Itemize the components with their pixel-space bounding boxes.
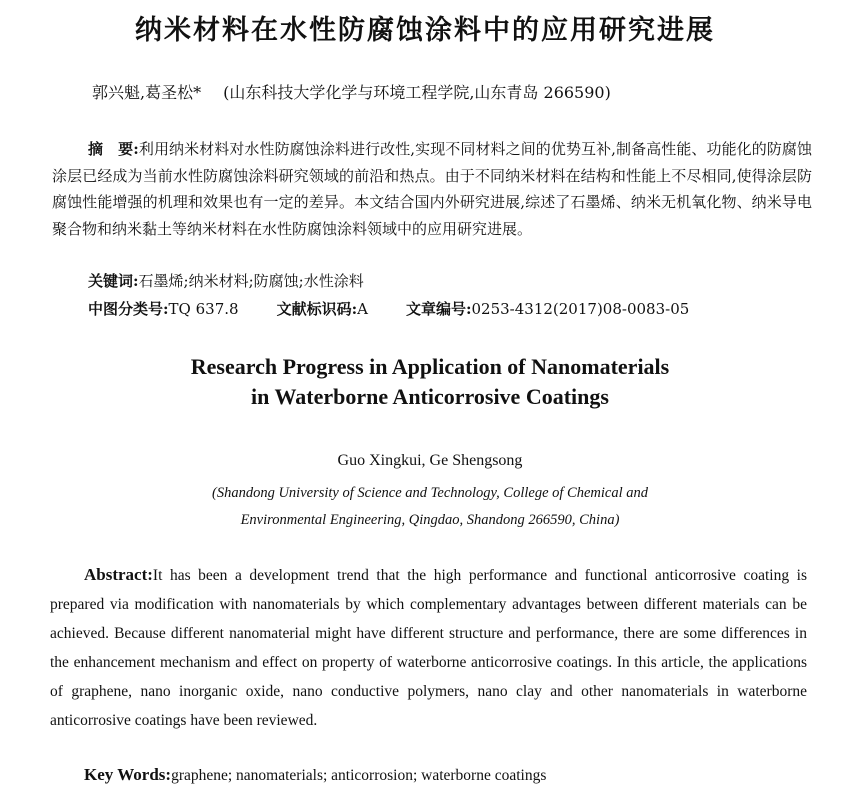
english-authors: Guo Xingkui, Ge Shengsong (337, 452, 523, 469)
chinese-affiliation: (山东科技大学化学与环境工程学院,山东青岛 266590) (223, 83, 611, 102)
english-title-line1: Research Progress in Application of Nanomaterials (190, 354, 670, 379)
clc-value: TQ 637.8 (168, 300, 239, 318)
article-no-value: 0253-4312(2017)08-0083-05 (471, 300, 690, 318)
article-no-label: 文章编号: (405, 300, 472, 318)
chinese-classification (88, 298, 689, 319)
english-affiliation (0, 480, 850, 534)
english-affiliation-line1: (Shandong University of Science and Technology, College of Chemical and (212, 485, 648, 501)
chinese-authors: 郭兴魁,葛圣松* (92, 83, 202, 102)
english-affiliation-line2: Environmental Engineering, Qingdao, Shandong 266590, China) (240, 512, 620, 528)
english-abstract-text: It has been a development trend that the high performance and functional anticorrosive coating is prepared via modification with nanomaterials by which complementary advantages between different materials can be achieved. Because different nanomaterial might have different structure and performance, there are some differences in the enhancement mechanism and effect on property of waterborne anticorrosive coatings. In this article, the applications of graphene, nano inorganic oxide, nano conductive polymers, nano clay and other nanomaterials in waterborne anticorrosive coatings have been reviewed. (50, 567, 807, 729)
chinese-abstract-text: 利用纳米材料对水性防腐蚀涂料进行改性,实现不同材料之间的优势互补,制备高性能、功能化的防腐蚀涂层已经成为当前水性防腐蚀涂料研究领域的前沿和热点。由于不同纳米材料在结构和性能上不尽相同,使得涂层防腐蚀性能增强的机理和效果也有一定的差异。本文结合国内外研究进展,综述了石墨烯、纳米无机氧化物、纳米导电聚合物和纳米黏土等纳米材料在水性防腐蚀涂料领域中的应用研究进展。 (52, 140, 812, 238)
english-abstract (50, 560, 807, 735)
english-keywords (84, 765, 546, 785)
chinese-abstract-label: 摘 要: (88, 140, 139, 158)
chinese-keywords-text: 石墨烯;纳米材料;防腐蚀;水性涂料 (138, 272, 364, 290)
english-title (0, 352, 850, 412)
english-abstract-label: Abstract: (84, 565, 153, 584)
english-title-line2: in Waterborne Anticorrosive Coatings (251, 384, 609, 409)
doc-code-value: A (357, 300, 368, 318)
chinese-keywords-label: 关键词: (88, 272, 139, 290)
chinese-keywords (88, 270, 364, 291)
chinese-author-line (92, 80, 611, 103)
clc-label: 中图分类号: (88, 300, 169, 318)
english-keywords-label: Key Words: (84, 765, 172, 784)
english-keywords-text: graphene; nanomaterials; anticorrosion; waterborne coatings (171, 767, 547, 784)
chinese-abstract (52, 136, 812, 242)
doc-code-label: 文献标识码: (276, 300, 358, 318)
chinese-title: 纳米材料在水性防腐蚀涂料中的应用研究进展 (135, 15, 715, 46)
